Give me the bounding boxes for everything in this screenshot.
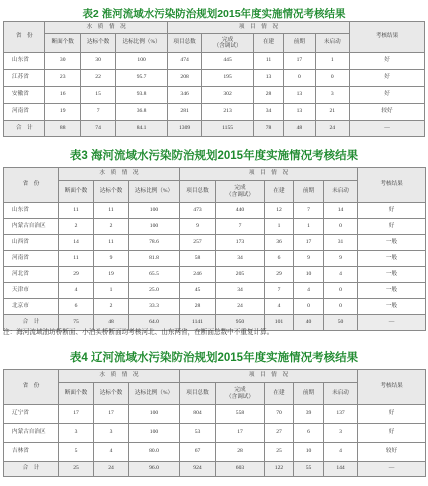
table1-row [4,87,425,104]
table1-cell-not-started: 24 [315,121,349,137]
table1-total-row [4,121,425,137]
table2-cell-sections: 2 [59,219,94,235]
table3 [3,369,426,477]
table2-cell-not-started: 4 [324,267,358,283]
table2-cell-sections: 29 [59,267,94,283]
table2-cell-sections-ok: 1 [94,283,129,299]
table2-cell-preliminary: 1 [294,219,324,235]
table1-cell-sections: 16 [45,87,80,104]
table2-row [4,235,426,251]
table1-cell-result: 较好 [350,104,425,121]
table2-header-sections: 断面个数 [59,181,94,203]
table1-cell-total: 346 [167,87,201,104]
table3-cell-total: 804 [180,405,216,424]
table1-cell-completed: 302 [202,87,254,104]
table2-cell-not-started: 31 [324,235,358,251]
table2-cell-not-started: 14 [324,203,358,219]
table2-cell-ratio: 33.3 [129,299,180,315]
table1-cell-in-progress: 11 [253,53,283,70]
table1-row [4,104,425,121]
table2-cell-ratio: 65.5 [129,267,180,283]
table2-cell-result: 一般 [358,251,426,267]
table3-header-in-progress: 在建 [265,383,294,405]
table3-cell-preliminary: 55 [294,462,324,477]
table3-cell-not-started: 4 [324,443,358,462]
table1-cell-completed: 1155 [202,121,254,137]
table2-cell-total: 45 [180,283,216,299]
table2-cell-result: 一般 [358,283,426,299]
table3-cell-in-progress: 25 [265,443,294,462]
table1-cell-sections: 23 [45,70,80,87]
table1-cell-in-progress: 13 [253,70,283,87]
table2-cell-not-started: 0 [324,219,358,235]
table2-cell-in-progress: 7 [265,283,294,299]
table2-cell-province: 北京市 [4,299,59,315]
table3-cell-province: 吉林省 [4,443,59,462]
table2-cell-province: 内蒙古自治区 [4,219,59,235]
table2-cell-not-started: 9 [324,251,358,267]
table2-row [4,203,426,219]
table1-header-not-started: 未启动 [315,34,349,53]
table1-header-completed-label: 完成 [221,36,234,43]
table1-cell-preliminary: 17 [284,53,315,70]
table1-header-sections: 断面个数 [45,34,80,53]
table2-cell-completed: 173 [216,235,265,251]
table1-header-preliminary: 前期 [284,34,315,53]
table1-row [4,70,425,87]
table2-cell-sections-ok: 48 [94,315,129,331]
table2-cell-total: 473 [180,203,216,219]
table2-cell-not-started: 0 [324,283,358,299]
table3-header-completed-label: 完成 [234,387,246,394]
table2-header-preliminary: 前期 [294,181,324,203]
table2-cell-in-progress: 12 [265,203,294,219]
table1-cell-province: 安徽省 [4,87,45,104]
table3-cell-result: 好 [358,424,426,443]
table1-row [4,53,425,70]
table1-cell-ratio: 95.7 [116,70,168,87]
table1-cell-ratio: 93.8 [116,87,168,104]
table2-cell-not-started: 0 [324,299,358,315]
table1-cell-sections-ok: 22 [80,70,115,87]
table1-header-total: 项目总数 [167,34,201,53]
table3-cell-province: 合 计 [4,462,59,477]
table1-cell-province: 河南省 [4,104,45,121]
table3-cell-in-progress: 122 [265,462,294,477]
table1-cell-not-started: 0 [315,70,349,87]
table2-cell-completed: 205 [216,267,265,283]
table2-cell-not-started: 50 [324,315,358,331]
table2-cell-completed: 7 [216,219,265,235]
table1-cell-province: 合 计 [4,121,45,137]
table3-cell-ratio: 100 [129,405,180,424]
table2-cell-ratio: 64.0 [129,315,180,331]
table2-cell-in-progress: 6 [265,251,294,267]
table1-cell-result: 好 [350,87,425,104]
table2-cell-preliminary: 0 [294,299,324,315]
table1-cell-in-progress: 78 [253,121,283,137]
table2-cell-province: 合 计 [4,315,59,331]
table1-cell-ratio: 84.1 [116,121,168,137]
table3-cell-total: 67 [180,443,216,462]
table3-header-completed-sub: （含调试） [226,393,254,400]
table2-cell-preliminary: 10 [294,267,324,283]
table1-cell-ratio: 100 [116,53,168,70]
table1-cell-sections-ok: 30 [80,53,115,70]
table1-cell-result: 好 [350,53,425,70]
table3-header-province: 省 份 [4,370,59,405]
table2-cell-ratio: 100 [129,203,180,219]
table2-header-completed-label: 完成 [234,185,246,192]
table3-cell-result: 好 [358,405,426,424]
table2-cell-result: — [358,315,426,331]
table2-cell-total: 9 [180,219,216,235]
table2-header-projects: 项 目 情 况 [180,168,358,181]
table1-cell-preliminary: 13 [284,104,315,121]
table1-header-completed-sub: （含调试） [213,43,242,49]
table2-cell-completed: 34 [216,251,265,267]
table3-cell-completed: 603 [216,462,265,477]
table1-cell-completed: 213 [202,104,254,121]
table3-cell-result: — [358,462,426,477]
table2-header-row-1 [4,168,426,181]
table2-cell-preliminary: 40 [294,315,324,331]
table1-cell-sections: 19 [45,104,80,121]
table2-cell-sections-ok: 19 [94,267,129,283]
table3-caption: 表4 辽河流域水污染防治规划2015年度实施情况考核结果 [69,352,359,364]
table2-cell-total: 257 [180,235,216,251]
table1-header-ratio: 达标比例（%） [116,34,168,53]
table2-cell-sections: 14 [59,235,94,251]
table1-cell-sections-ok: 7 [80,104,115,121]
table3-row [4,424,426,443]
table2-cell-total: 28 [180,299,216,315]
table3-cell-total: 53 [180,424,216,443]
table3-header-row-1 [4,370,426,383]
table2-cell-sections-ok: 2 [94,299,129,315]
table2-cell-province: 河南省 [4,251,59,267]
table2-cell-result: 好 [358,219,426,235]
table2-cell-in-progress: 36 [265,235,294,251]
table2-cell-completed: 950 [216,315,265,331]
table3-header-completed [216,383,265,405]
table1-cell-sections: 30 [45,53,80,70]
table3-header-not-started: 未启动 [324,383,358,405]
table3-cell-preliminary: 6 [294,424,324,443]
table1-cell-not-started: 1 [315,53,349,70]
table3-cell-in-progress: 27 [265,424,294,443]
table1-cell-total: 208 [167,70,201,87]
table1-cell-total: 474 [167,53,201,70]
table2-header-sections-ok: 达标个数 [94,181,129,203]
table2-cell-result: 好 [358,203,426,219]
table2-cell-total: 58 [180,251,216,267]
table3-cell-not-started: 137 [324,405,358,424]
table3-header-sections-ok: 达标个数 [94,383,129,405]
table2-cell-completed: 34 [216,283,265,299]
table2-row [4,267,426,283]
table1-cell-province: 山东省 [4,53,45,70]
table2-cell-result: 一般 [358,267,426,283]
table3-cell-in-progress: 70 [265,405,294,424]
table2-cell-sections-ok: 9 [94,251,129,267]
table1-caption: 表2 淮河流域水污染防治规划2015年度实施情况考核结果 [82,8,346,20]
table2-cell-sections: 11 [59,203,94,219]
table1-cell-sections-ok: 15 [80,87,115,104]
table3-cell-sections-ok: 3 [94,424,129,443]
table1-header-water-quality: 水 质 情 况 [45,22,167,34]
table3-cell-completed: 17 [216,424,265,443]
table2-header-water-quality: 水 质 情 况 [59,168,180,181]
table3-header-preliminary: 前期 [294,383,324,405]
table2-cell-preliminary: 4 [294,283,324,299]
table2-cell-sections: 6 [59,299,94,315]
table3-cell-province: 辽宁省 [4,405,59,424]
table3-cell-result: 较好 [358,443,426,462]
table2-cell-sections-ok: 11 [94,203,129,219]
table2-cell-sections: 11 [59,251,94,267]
table3-cell-sections-ok: 24 [94,462,129,477]
table1-cell-sections: 88 [45,121,80,137]
table3-cell-province: 内蒙古自治区 [4,424,59,443]
table2-row [4,219,426,235]
table1-header-row-1 [4,22,425,34]
table3-header-sections: 断面个数 [59,383,94,405]
table2-cell-sections: 75 [59,315,94,331]
table1-cell-in-progress: 28 [253,87,283,104]
table2-header-completed [216,181,265,203]
table3-header-result: 考核结果 [358,370,426,405]
table3-header-water-quality: 水 质 情 况 [59,370,180,383]
table1-cell-preliminary: 13 [284,87,315,104]
table1-cell-preliminary: 0 [284,70,315,87]
table3-cell-completed: 558 [216,405,265,424]
table2-header-in-progress: 在建 [265,181,294,203]
table3-cell-preliminary: 10 [294,443,324,462]
table3-header-projects: 项 目 情 况 [180,370,358,383]
table2-cell-province: 天津市 [4,283,59,299]
table2-caption: 表3 海河流域水污染防治规划2015年度实施情况考核结果 [69,150,359,162]
table2-note: 注：海河流域油坊桥断面、小泊头桥断面均考核河北、山东两省，在断面总数中不重复计算。 [3,329,274,336]
table2-cell-completed: 24 [216,299,265,315]
table2-cell-preliminary: 9 [294,251,324,267]
table2-cell-province: 山西省 [4,235,59,251]
table3-cell-ratio: 100 [129,424,180,443]
table1-header-province: 省 份 [4,22,45,53]
table2-cell-result: 一般 [358,235,426,251]
table2-cell-preliminary: 7 [294,203,324,219]
table2-header-ratio: 达标比例（%） [129,181,180,203]
table2-header-province: 省 份 [4,168,59,203]
table1-header-completed [202,34,254,53]
table2-header-not-started: 未启动 [324,181,358,203]
table1-cell-province: 江苏省 [4,70,45,87]
table3-cell-sections-ok: 4 [94,443,129,462]
table1-cell-completed: 445 [202,53,254,70]
table1-cell-completed: 195 [202,70,254,87]
table1-cell-result: 好 [350,70,425,87]
table3-cell-total: 924 [180,462,216,477]
table3-header-total: 项目总数 [180,383,216,405]
table3-cell-ratio: 80.0 [129,443,180,462]
table2-cell-in-progress: 101 [265,315,294,331]
table1-cell-preliminary: 48 [284,121,315,137]
table3-header-ratio: 达标比例（%） [129,383,180,405]
table3-cell-sections-ok: 17 [94,405,129,424]
table3-cell-not-started: 144 [324,462,358,477]
table1-header-in-progress: 在建 [253,34,283,53]
table2-cell-total: 246 [180,267,216,283]
table3-total-row [4,462,426,477]
table3-cell-sections: 25 [59,462,94,477]
table1-header-projects: 项 目 情 况 [167,22,349,34]
table1-cell-in-progress: 34 [253,104,283,121]
table2-cell-sections-ok: 11 [94,235,129,251]
table2-header-total: 项目总数 [180,181,216,203]
table2-cell-ratio: 100 [129,219,180,235]
table2-cell-ratio: 78.6 [129,235,180,251]
table2-cell-completed: 440 [216,203,265,219]
table2-cell-in-progress: 1 [265,219,294,235]
table3-cell-not-started: 3 [324,424,358,443]
table2-row [4,299,426,315]
table3-cell-sections: 17 [59,405,94,424]
table1-cell-ratio: 36.8 [116,104,168,121]
table2-row [4,283,426,299]
table2-cell-in-progress: 29 [265,267,294,283]
table2-cell-sections-ok: 2 [94,219,129,235]
table1-cell-total: 1309 [167,121,201,137]
table2-cell-province: 山东省 [4,203,59,219]
table2-cell-province: 河北省 [4,267,59,283]
table3-cell-preliminary: 39 [294,405,324,424]
table2-cell-preliminary: 17 [294,235,324,251]
table3-cell-sections: 3 [59,424,94,443]
table2-cell-ratio: 81.8 [129,251,180,267]
table2 [3,167,426,331]
table2-header-completed-sub: （含调试） [226,191,254,198]
table1 [3,21,425,137]
table2-cell-total: 1141 [180,315,216,331]
table3-cell-ratio: 96.0 [129,462,180,477]
table2-header-result: 考核结果 [358,168,426,203]
table2-cell-in-progress: 4 [265,299,294,315]
table1-cell-total: 281 [167,104,201,121]
table2-cell-result: 一般 [358,299,426,315]
table1-cell-result: — [350,121,425,137]
table3-cell-sections: 5 [59,443,94,462]
table1-cell-not-started: 3 [315,87,349,104]
table2-row [4,251,426,267]
table1-header-sections-ok: 达标个数 [80,34,115,53]
table3-cell-completed: 28 [216,443,265,462]
table2-cell-ratio: 25.0 [129,283,180,299]
table3-row [4,443,426,462]
table1-cell-not-started: 21 [315,104,349,121]
table1-header-result: 考核结果 [350,22,425,53]
table3-row [4,405,426,424]
table1-cell-sections-ok: 74 [80,121,115,137]
table2-cell-sections: 4 [59,283,94,299]
